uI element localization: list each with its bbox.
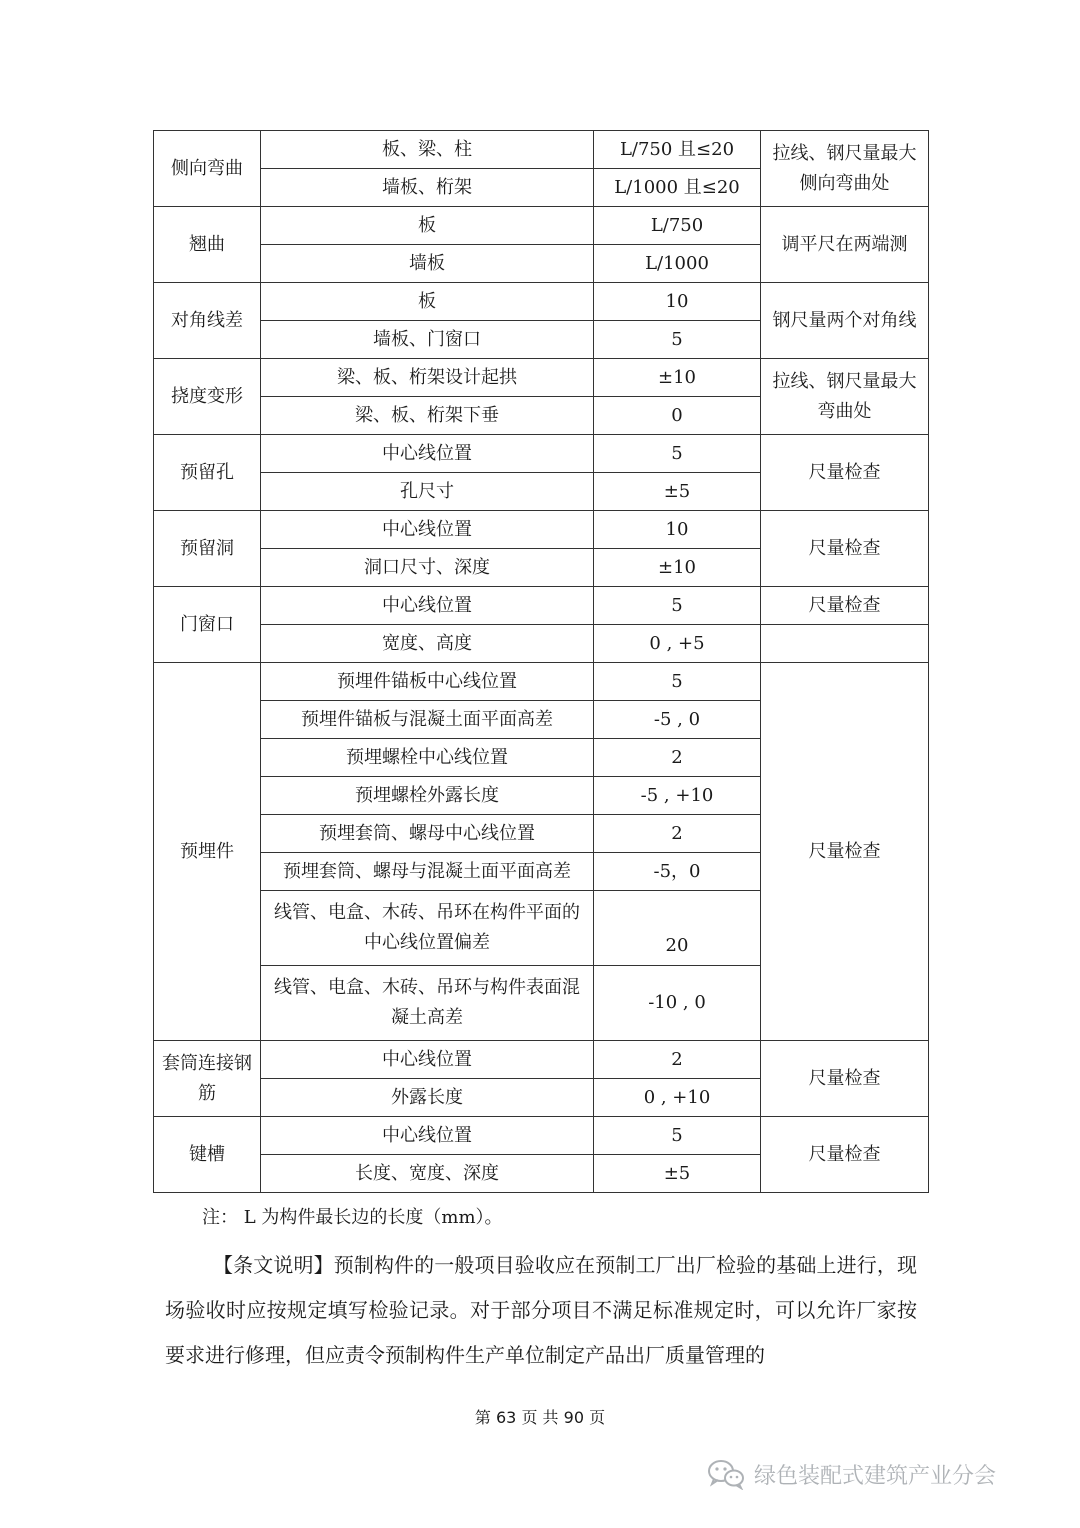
category-cell: 套筒连接钢筋 [154, 1041, 261, 1117]
wechat-icon [706, 1458, 746, 1490]
item-cell: 预埋套筒、螺母中心线位置 [261, 815, 594, 853]
tolerance-cell: 2 [594, 815, 761, 853]
item-cell: 中心线位置 [261, 511, 594, 549]
tolerance-cell: 10 [594, 283, 761, 321]
method-cell: 尺量检查 [761, 511, 929, 587]
tolerance-cell: 20 [594, 891, 761, 966]
tolerance-table [153, 130, 929, 1193]
item-cell: 墙板、桁架 [261, 169, 594, 207]
tolerance-cell: L/1000 且≤20 [594, 169, 761, 207]
item-cell: 预埋件锚板与混凝土面平面高差 [261, 701, 594, 739]
watermark [706, 1458, 996, 1490]
item-cell: 宽度、高度 [261, 625, 594, 663]
category-cell: 翘曲 [154, 207, 261, 283]
item-cell: 板 [261, 283, 594, 321]
method-cell: 拉线、钢尺量最大弯曲处 [761, 359, 929, 435]
method-cell: 调平尺在两端测 [761, 207, 929, 283]
page-footer [0, 1406, 1080, 1430]
tolerance-cell: 0 , +5 [594, 625, 761, 663]
item-cell: 预埋螺栓中心线位置 [261, 739, 594, 777]
item-cell: 预埋套筒、螺母与混凝土面平面高差 [261, 853, 594, 891]
category-cell: 预埋件 [154, 663, 261, 1041]
item-cell: 外露长度 [261, 1079, 594, 1117]
tolerance-cell: 10 [594, 511, 761, 549]
item-cell: 中心线位置 [261, 1117, 594, 1155]
item-cell: 中心线位置 [261, 435, 594, 473]
item-cell: 墙板 [261, 245, 594, 283]
item-cell: 中心线位置 [261, 1041, 594, 1079]
table-note: 注： L 为构件最长边的长度（mm）。 [202, 1207, 503, 1228]
tolerance-cell: 0 , +10 [594, 1079, 761, 1117]
tolerance-cell: ±10 [594, 359, 761, 397]
category-cell: 预留洞 [154, 511, 261, 587]
category-cell: 预留孔 [154, 435, 261, 511]
item-cell: 预埋件锚板中心线位置 [261, 663, 594, 701]
current-page: 63 [496, 1408, 517, 1427]
item-cell: 中心线位置 [261, 587, 594, 625]
item-cell: 板 [261, 207, 594, 245]
method-cell: 尺量检查 [761, 435, 929, 511]
category-cell: 挠度变形 [154, 359, 261, 435]
tolerance-cell: -10 , 0 [594, 966, 761, 1041]
item-cell: 板、梁、柱 [261, 131, 594, 169]
clause-explanation: 【条文说明】预制构件的一般项目验收应在预制工厂出厂检验的基础上进行，现场验收时应按规定填写检验记录。对于部分项目不满足标准规定时，可以允许厂家按要求进行修理，但应责令预制构件生产单位制定产品出厂质量管理的 [165, 1253, 917, 1367]
category-cell: 侧向弯曲 [154, 131, 261, 207]
item-cell: 梁、板、桁架设计起拱 [261, 359, 594, 397]
tolerance-cell: -5 , +10 [594, 777, 761, 815]
tolerance-cell: L/750 且≤20 [594, 131, 761, 169]
footer-prefix: 第 [474, 1408, 491, 1427]
tolerance-cell: 5 [594, 321, 761, 359]
method-cell: 拉线、钢尺量最大侧向弯曲处 [761, 131, 929, 207]
tolerance-cell: 2 [594, 739, 761, 777]
watermark-text: 绿色装配式建筑产业分会 [754, 1463, 997, 1489]
item-cell: 线管、电盒、木砖、吊环与构件表面混凝土高差 [261, 966, 594, 1041]
tolerance-cell: 5 [594, 663, 761, 701]
tolerance-cell: -5，0 [594, 853, 761, 891]
total-pages: 90 [563, 1408, 584, 1427]
item-cell: 长度、宽度、深度 [261, 1155, 594, 1193]
tolerance-cell: 5 [594, 587, 761, 625]
method-cell: 尺量检查 [761, 1117, 929, 1193]
method-cell: 尺量检查 [761, 587, 929, 625]
tolerance-cell: ±5 [594, 1155, 761, 1193]
method-cell: 尺量检查 [761, 663, 929, 1041]
item-cell: 梁、板、桁架下垂 [261, 397, 594, 435]
item-cell: 线管、电盒、木砖、吊环在构件平面的中心线位置偏差 [261, 891, 594, 966]
tolerance-cell: L/750 [594, 207, 761, 245]
category-cell: 对角线差 [154, 283, 261, 359]
tolerance-cell: 5 [594, 435, 761, 473]
tolerance-cell: ±10 [594, 549, 761, 587]
tolerance-cell: 2 [594, 1041, 761, 1079]
item-cell: 孔尺寸 [261, 473, 594, 511]
method-cell-empty [761, 625, 929, 663]
tolerance-cell: 0 [594, 397, 761, 435]
item-cell: 预埋螺栓外露长度 [261, 777, 594, 815]
category-cell: 键槽 [154, 1117, 261, 1193]
item-cell: 洞口尺寸、深度 [261, 549, 594, 587]
tolerance-cell: L/1000 [594, 245, 761, 283]
method-cell: 钢尺量两个对角线 [761, 283, 929, 359]
footer-middle: 页 共 [521, 1408, 559, 1427]
tolerance-cell: 5 [594, 1117, 761, 1155]
item-cell: 墙板、门窗口 [261, 321, 594, 359]
category-cell: 门窗口 [154, 587, 261, 663]
method-cell: 尺量检查 [761, 1041, 929, 1117]
tolerance-cell: ±5 [594, 473, 761, 511]
tolerance-cell: -5 , 0 [594, 701, 761, 739]
footer-suffix: 页 [589, 1408, 606, 1427]
